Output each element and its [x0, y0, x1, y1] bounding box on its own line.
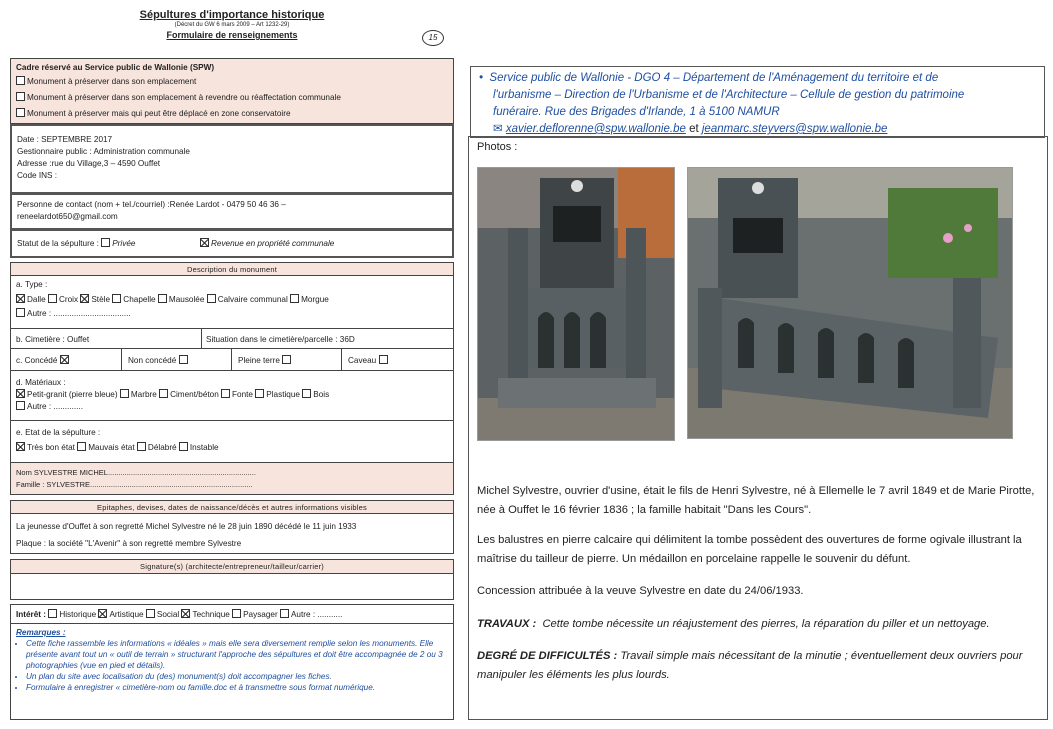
- material-option[interactable]: Fonte: [221, 390, 253, 399]
- vault[interactable]: Caveau: [341, 349, 396, 370]
- description-text: [477, 482, 1042, 684]
- page-number: 15: [422, 30, 444, 46]
- paragraph-family: Michel Sylvestre, ouvrier d'usine, était le fils de Henri Sylvestre, né à Ellemelle le 7 avril 1849 et de Marie Pirotte, née à Ouffet le 16 février 1836 ; la famille habitait "Dans les Cours".: [477, 485, 1035, 516]
- tomb-front-illustration: [478, 168, 675, 441]
- email-link-2[interactable]: jeanmarc.steyvers@spw.wallonie.be: [701, 123, 888, 135]
- info-address: Adresse :rue du Village,3 – 4590 Ouffet: [17, 159, 161, 168]
- spw-box: [10, 58, 454, 124]
- type-row: [10, 276, 454, 329]
- checkbox[interactable]: [16, 76, 25, 85]
- tomb-side-illustration: [688, 168, 1013, 439]
- state-label: e. Etat de la sépulture :: [16, 428, 101, 437]
- contact-line: Personne de contact (nom + tel./courriel) :Renée Lardot - 0479 50 46 36 –: [17, 200, 286, 209]
- form-subtitle: Formulaire de renseignements: [166, 30, 298, 40]
- status-box: [10, 230, 454, 258]
- travaux-label: TRAVAUX :: [477, 617, 537, 630]
- email-sep: et: [689, 123, 699, 135]
- info-ins: Code INS :: [17, 171, 58, 180]
- epitaph-1: La jeunesse d'Ouffet à son regretté Michel Sylvestre né le 28 juin 1890 décédé le 11 juin 1933: [16, 522, 357, 531]
- paragraph-balusters: Les balustres en pierre calcaire qui délimitent la tombe possèdent des ouvertures de forme ogivale illustrant la maîtrise du tailleur de pierre. Un médaillon en porcelaine rappelle le souvenir du défunt.: [477, 534, 1022, 565]
- material-option[interactable]: Marbre: [120, 390, 157, 399]
- travaux-text: Cette tombe nécessite un réajustement des pierres, la réparation du piller et un nettoyage.: [542, 617, 990, 630]
- cemetery-label: b. Cimetière : Ouffet: [16, 335, 90, 344]
- materials-options: [16, 389, 448, 401]
- status-communal: Revenue en propriété communale: [211, 239, 335, 248]
- form-decree: (Décret du GW 6 mars 2009 – Art 1232-29): [174, 22, 290, 28]
- spw-address: [479, 70, 1039, 138]
- state-option[interactable]: Délabré: [137, 443, 177, 452]
- remark-item: • Cette fiche rassemble les informations « idéales » mais elle sera diversement remplie selon les monuments. Elle présente avant tout un « outil de terrain » structurant l'approche des sépultures et doit être accompagnée de 2 ou 3 photographies (vue en pied et détails).: [26, 638, 448, 671]
- email-icon: ✉: [493, 123, 503, 135]
- info-manager: Gestionnaire public : Administration communale: [17, 147, 190, 156]
- info-date: Date : SEPTEMBRE 2017: [17, 135, 113, 144]
- state-option[interactable]: Très bon état: [16, 443, 75, 452]
- address-line-1: • Service public de Wallonie - DGO 4 – Département de l'Aménagement du territoire et de: [479, 72, 939, 84]
- remarks-box: [10, 624, 454, 720]
- interest-option[interactable]: Historique: [48, 610, 96, 619]
- remark-item: • Formulaire à enregistrer « cimetière-nom ou famille.doc et à transmettre sous format numérique.: [26, 682, 448, 693]
- name-line: Nom SYLVESTRE MICHEL.......................................................................: [16, 468, 256, 477]
- checkbox[interactable]: [16, 108, 25, 117]
- concession-yes[interactable]: c. Concédé: [16, 355, 71, 367]
- cemetery-situation: Situation dans le cimetière/parcelle : 36D: [201, 329, 359, 348]
- concession-row: [10, 349, 454, 371]
- cemetery-row: [10, 329, 454, 349]
- state-option[interactable]: Mauvais état: [77, 443, 134, 452]
- spw-option[interactable]: Monument à préserver mais qui peut être déplacé en zone conservatoire: [16, 108, 448, 120]
- material-option[interactable]: Bois: [302, 390, 329, 399]
- difficulty-label: DEGRÉ DE DIFFICULTÉS :: [477, 650, 618, 662]
- interest-option[interactable]: Autre : ...........: [280, 610, 342, 619]
- materials-row: [10, 371, 454, 421]
- checkbox-private[interactable]: [101, 238, 110, 247]
- contact-email: reneelardot650@gmail.com: [17, 212, 118, 221]
- photos-label: Photos :: [477, 141, 518, 153]
- type-other[interactable]: Autre : ..................................: [16, 308, 448, 320]
- type-option[interactable]: Stèle: [80, 295, 110, 304]
- epitaph-row: [10, 514, 454, 554]
- description-heading: Description du monument: [10, 262, 454, 276]
- type-option[interactable]: Morgue: [290, 295, 329, 304]
- type-option[interactable]: Mausolée: [158, 295, 205, 304]
- interest-option[interactable]: Paysager: [232, 610, 278, 619]
- state-options: [16, 442, 448, 454]
- address-line-2: l'urbanisme – Direction de l'Urbanisme et de l'Architecture – Cellule de gestion du patrimoine: [493, 89, 965, 101]
- type-options: [16, 294, 448, 306]
- form-page: [8, 0, 456, 729]
- interest-option[interactable]: Social: [146, 610, 179, 619]
- full-earth[interactable]: Pleine terre: [231, 349, 299, 370]
- material-option[interactable]: Plastique: [255, 390, 300, 399]
- interest-option[interactable]: Artistique: [98, 610, 143, 619]
- interest-row: [10, 604, 454, 624]
- travaux-line: [477, 615, 1042, 634]
- photos-section: [468, 136, 1048, 720]
- concession-no[interactable]: Non concédé: [121, 349, 196, 370]
- state-row: [10, 421, 454, 463]
- interest-option[interactable]: Technique: [181, 610, 229, 619]
- type-option[interactable]: Dalle: [16, 295, 46, 304]
- state-option[interactable]: Instable: [179, 443, 219, 452]
- epitaphs-heading: Epitaphes, devises, dates de naissance/décès et autres informations visibles: [10, 500, 454, 514]
- form-title: Sépultures d'importance historique: [139, 9, 325, 21]
- signature-field[interactable]: [10, 574, 454, 600]
- type-option[interactable]: Croix: [48, 295, 78, 304]
- checkbox[interactable]: [16, 92, 25, 101]
- material-option[interactable]: Ciment/béton: [159, 390, 219, 399]
- tomb-photo-side: [687, 167, 1013, 439]
- spw-heading: Cadre réservé au Service public de Wallonie (SPW): [16, 63, 215, 72]
- spw-option[interactable]: Monument à préserver dans son emplacement: [16, 76, 448, 88]
- remarks-list: [16, 638, 448, 693]
- form-header: [8, 9, 456, 40]
- difficulty-text: Travail simple mais nécessitant de la minutie ; éventuellement deux ouvriers pour manipuler les éléments les plus lourds.: [477, 650, 1023, 681]
- spw-address-box: [470, 66, 1045, 138]
- names-row: [10, 463, 454, 495]
- tomb-photo-front: [477, 167, 675, 441]
- signature-heading: Signature(s) (architecte/entrepreneur/tailleur/carrier): [10, 559, 454, 574]
- paragraph-concession: Concession attribuée à la veuve Sylvestre en date du 24/06/1933.: [477, 585, 804, 597]
- email-link-1[interactable]: xavier.deflorenne@spw.wallonie.be: [505, 123, 686, 135]
- spw-option[interactable]: Monument à préserver dans son emplacement à revendre ou réaffectation communale: [16, 92, 448, 104]
- contact-box: [10, 194, 454, 230]
- remark-item: • Un plan du site avec localisation du (des) monument(s) doit accompagner les fiches.: [26, 671, 448, 682]
- family-line: Famille : SYLVESTRE..............................................................................: [16, 480, 253, 489]
- type-option[interactable]: Calvaire communal: [207, 295, 288, 304]
- difficulty-line: [477, 647, 1042, 684]
- status-private: Privée: [112, 239, 136, 248]
- epitaph-2: Plaque : la société "L'Avenir" à son regretté membre Sylvestre: [16, 539, 242, 548]
- checkbox-communal[interactable]: [200, 238, 209, 247]
- remarks-heading: Remarques :: [16, 628, 66, 637]
- material-option[interactable]: Petit-granit (pierre bleue): [16, 390, 118, 399]
- interest-label: Intérêt :: [16, 610, 47, 619]
- status-label: Statut de la sépulture :: [17, 239, 99, 248]
- type-label: a. Type :: [16, 280, 48, 289]
- type-option[interactable]: Chapelle: [112, 295, 155, 304]
- material-other[interactable]: Autre : .............: [16, 401, 448, 413]
- address-line-3: funéraire. Rue des Brigades d'Irlande, 1 à 5100 NAMUR: [493, 106, 780, 118]
- materials-label: d. Matériaux :: [16, 378, 66, 387]
- info-box: [10, 124, 454, 194]
